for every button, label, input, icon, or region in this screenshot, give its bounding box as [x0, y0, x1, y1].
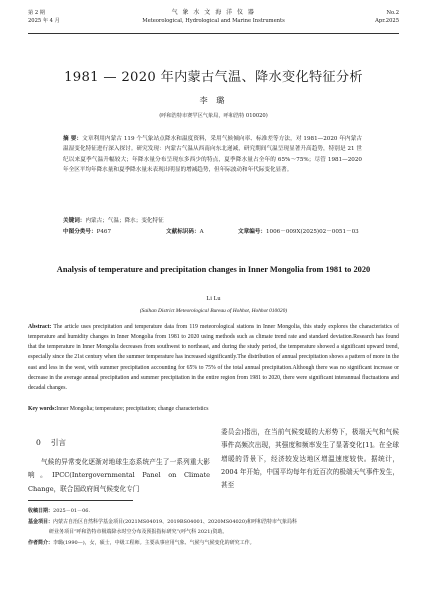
footnote-author: 作者简介：李璐(1990—)，女，硕士，中级工程师。主要从事应用气象、气候与气候变化的研究工作。 [28, 539, 255, 546]
cn-affiliation: (呼和浩特市赛罕区气象局，呼和浩特 010020) [159, 113, 268, 119]
cn-abstract-text: 文章利用内蒙古 119 个气象站点降水和温度资料，采用气候倾向率、标准差等方法，对 1981—2020 年内蒙古温湿变化特征进行深入探讨。研究发现：内蒙古气温从西南向东北递减，研究期间气温呈现显著升高趋势，特别是 21 世纪以来夏季气温升幅较大；年降水量分布呈现东多西少的特点，夏季降水量占全年的 65%～75%；尽管 1981—2020 年全区平均年降水量和夏季降水量未表现出明显的增减趋势，但年际波动和年代际变化显著。 [63, 136, 363, 174]
header-journal-cn: 气 象 水 文 海 洋 仪 器 [171, 9, 256, 16]
footnote-received: 收稿日期：2025－01－06. [28, 508, 91, 514]
header-date-en: Apr.2025 [375, 18, 399, 24]
clc-label: 中图分类号： [63, 229, 97, 235]
cn-keywords-text: 内蒙古；气温；降水；变化特征 [85, 218, 164, 224]
cn-title: 1981 — 2020 年内蒙古气温、降水变化特征分析 [64, 70, 363, 85]
en-author: Li Lu [206, 295, 221, 302]
body-left-column: 气候的异常变化逐渐对地球生态系统产生了一系列重大影响。IPCC(Intergovernmental Panel on Climate Change，联合国政府间气候变化专门 [28, 458, 210, 493]
header-rule [28, 33, 399, 34]
header-journal-en: Meteorological, Hydrological and Marine Instruments [142, 18, 285, 24]
cn-abstract-label: 摘 要： [63, 136, 83, 142]
en-abstract-text: The article uses precipitation and temperature data from 119 meteorological stations in Inner Mongolia, this study explores the characteristics of temperature and humidity changes in Inner Mongolia from 1981 to 2020 using methods such as climate trend rate and standard deviation.Research has found that the temperature in Inner Mongolia decreases from southwest to northeast, and during the study period, the temperature showed a significant upward trend, especially since the 21st century when the summer temperature has increased significantly.The distribution of annual precipitation shows a pattern of more in the east and less in the west, with summer precipitation accounting for 65% to 75% of the total annual precipitation.Although there was no significant increase or decrease in the average annual precipitation and summer precipitation in the entire region from 1981 to 2020, there were significant interannual fluctuations and decadal changes. [28, 324, 399, 391]
header-issue: 第 2 期 [28, 10, 45, 16]
cn-keywords-label: 关键词： [63, 218, 86, 224]
article-no-value: 1006－009X(2025)02－0051－03 [265, 229, 359, 235]
en-abstract [28, 322, 399, 393]
cn-keywords [63, 217, 362, 226]
article-no-label: 文章编号： [238, 229, 266, 235]
en-abstract-label: Abstract: [28, 324, 52, 330]
section-heading [36, 437, 66, 448]
en-title: Analysis of temperature and precipitation changes in Inner Mongolia from 1981 to 2020 [56, 265, 371, 274]
header-date-cn: 2025 年 4 月 [28, 18, 60, 24]
section-number: 0 [36, 438, 41, 447]
footnote [28, 506, 399, 548]
footnote-rule [28, 500, 133, 501]
body-right-column: 委员会)指出，在当前气候变暖的大形势下，极端天气和气候事件高频次出现，其强度和频率发生了显著变化[1]。在全球增暖的背景下，经济较发达地区增温速度较快。据统计，2004 年开始，中国平均每年有近百次的极端天气事件发生，甚至 [221, 428, 399, 490]
footnote-fund-cont: 研业务项目“呼和浩特市极端降水时空分布及预报指标研究”(呼气科 2021)资助。 [49, 529, 228, 535]
en-keywords-text: Inner Mongolia; temperature; precipitation; change characteristics [56, 406, 209, 412]
cn-abstract [63, 134, 362, 176]
section-title: 引言 [50, 438, 67, 447]
doc-code-value: A [199, 229, 204, 235]
cn-classification [63, 228, 362, 237]
en-keywords [28, 405, 399, 414]
cn-author: 李 璐 [199, 95, 228, 105]
doc-code-label: 文献标识码： [166, 229, 200, 235]
running-header [28, 9, 399, 31]
en-affiliation: (Saihan District Meteorological Bureau of Hohhot, Hohhot 010020) [139, 308, 288, 314]
clc-value: P467 [96, 229, 112, 235]
en-keywords-label: Key words: [28, 406, 57, 412]
header-issue-en: No.2 [386, 10, 399, 16]
footnote-fund: 基金项目：内蒙古自治区自然科学基金项目(2021MS04019、2019BS04001、2020MS04020)和呼和浩特市气象局科 [28, 518, 298, 525]
